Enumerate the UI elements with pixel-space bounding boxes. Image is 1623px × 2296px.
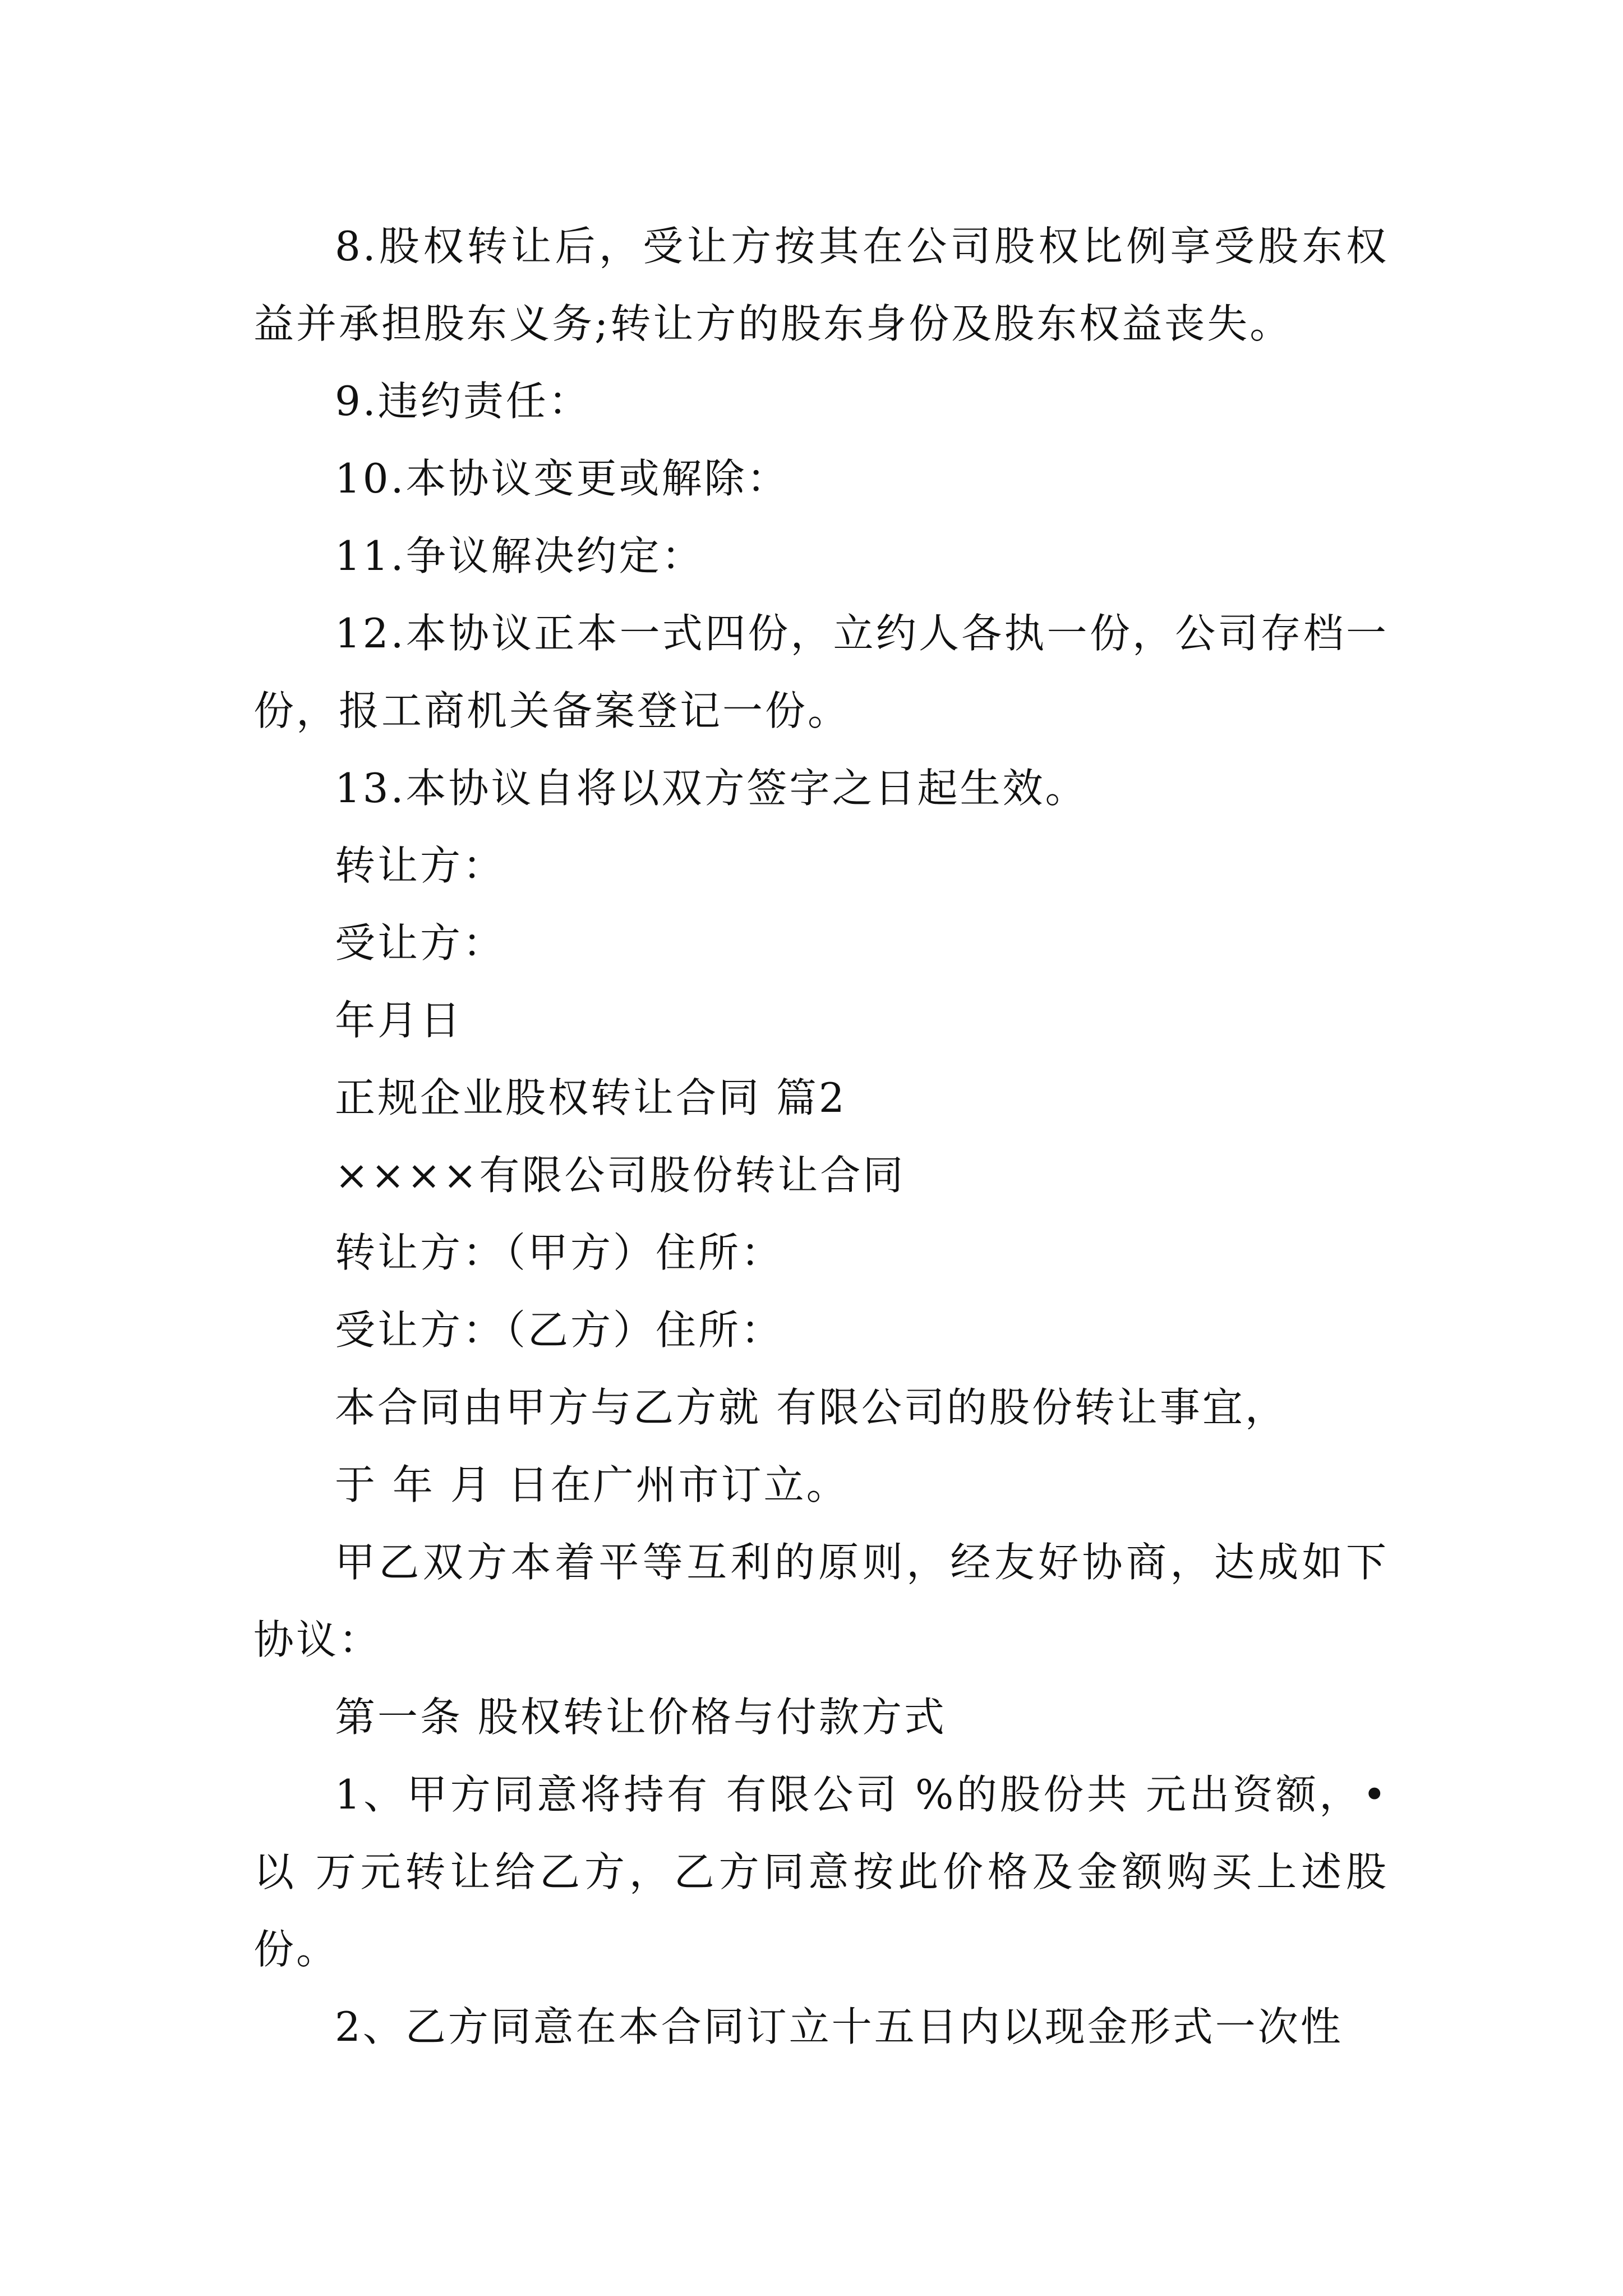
party-b-line: 受让方：（乙方）住所： <box>335 1306 784 1354</box>
document-body <box>253 208 1389 2065</box>
paragraph-clause-11: 11.争议解决约定： <box>335 532 704 579</box>
preamble-line-2: 于 年 月 日在广州市订立。 <box>335 1461 849 1508</box>
paragraph-clause-12: 12.本协议正本一式四份，立约人各执一份，公司存档一份，报工商机关备案登记一份。 <box>253 610 1389 734</box>
signature-date: 年月日 <box>335 997 463 1044</box>
article-1-item-1: 1、甲方同意将持有 有限公司 %的股份共 元出资额，•以 万元转让给乙方，乙方同意按此价格及金额购买上述股份。 <box>253 1771 1389 1973</box>
party-a-line: 转让方：（甲方）住所： <box>335 1229 784 1276</box>
paragraph-clause-9: 9.违约责任： <box>335 378 591 425</box>
contract-title: ××××有限公司股份转让合同 <box>335 1152 906 1199</box>
preamble-agreement: 甲乙双方本着平等互利的原则，经友好协商，达成如下协议： <box>253 1539 1389 1663</box>
preamble-line-1: 本合同由甲方与乙方就 有限公司的股份转让事宜， <box>335 1384 1288 1431</box>
paragraph-clause-13: 13.本协议自将以双方签字之日起生效。 <box>335 765 1088 812</box>
article-1-heading: 第一条 股权转让价格与付款方式 <box>335 1694 947 1741</box>
section-heading-part-2: 正规企业股权转让合同 篇2 <box>335 1074 847 1121</box>
article-1-item-2: 2、乙方同意在本合同订立十五日内以现金形式一次性 <box>335 2003 1343 2050</box>
paragraph-clause-8: 8.股权转让后，受让方按其在公司股权比例享受股东权益并承担股东义务;转让方的股东身份及股东权益丧失。 <box>253 223 1389 347</box>
paragraph-clause-10: 10.本协议变更或解除： <box>335 455 790 502</box>
signature-transferee: 受让方： <box>335 919 506 967</box>
signature-transferor: 转让方： <box>335 842 506 889</box>
